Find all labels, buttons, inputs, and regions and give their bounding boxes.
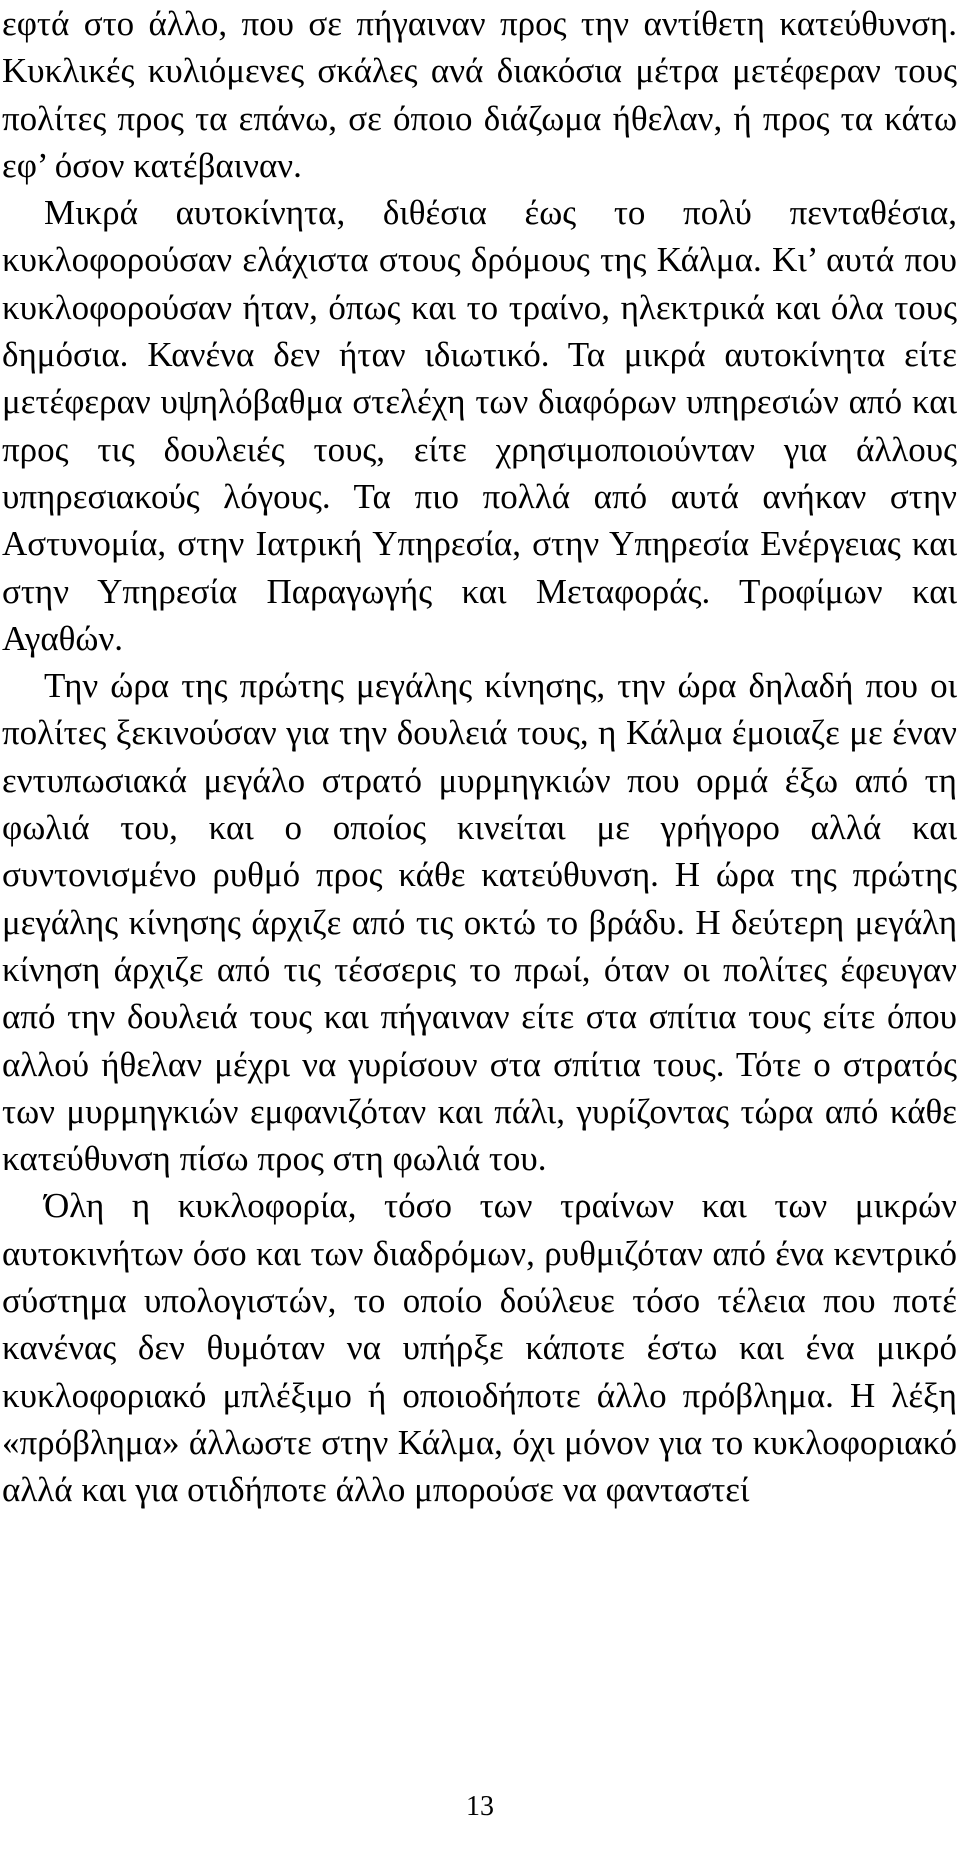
page-number: 13 — [466, 1791, 494, 1822]
paragraph-rush-hour: Την ώρα της πρώτης μεγάλης κίνησης, την ώρα δηλαδή που οι πολίτες ξεκινούσαν για την δουλειά τους, η Κάλμα έμοιαζε με έναν εντυπωσιακά μεγάλο στρατό μυρμηγκιών που ορμά έξω από τη φωλιά του, και ο οποίος κινείται με γρήγορο αλλά και συντονισμένο ρυθμό προς κάθε κατεύθυνση. Η ώρα της πρώτης μεγάλης κίνησης άρχιζε από τις οκτώ το βράδυ. Η δεύτερη μεγάλη κίνηση άρχιζε από τις τέσσερις το πρωί, όταν οι πολίτες έφευγαν από την δουλειά τους και πήγαιναν είτε στα σπίτια τους είτε όπου αλλού ήθελαν μέχρι να γυρίσουν στα σπίτια τους. Τότε ο στρατός των μυρμηγκιών εμφανιζόταν και πάλι, γυρίζοντας τώρα από κάθε κατεύθυνση πίσω προς στη φωλιά του. — [2, 666, 957, 1179]
paragraph-continuation: εφτά στο άλλο, που σε πήγαιναν προς την αντίθετη κατεύθυνση. Κυκλικές κυλιόμενες σκάλες ανά διακόσια μέτρα μετέφεραν τους πολίτες προς τα επάνω, σε όποιο διάζωμα ήθελαν, ή προς τα κάτω εφ’ όσον κατέβαιναν. — [2, 4, 957, 185]
paragraph-small-cars: Μικρά αυτοκίνητα, διθέσια έως το πολύ πενταθέσια, κυκλοφορούσαν ελάχιστα στους δρόμους της Κάλμα. Κι’ αυτά που κυκλοφορούσαν ήταν, όπως και το τραίνο, ηλεκτρικά και όλα τους δημόσια. Κανένα δεν ήταν ιδιωτικό. Τα μικρά αυτοκίνητα είτε μετέφεραν υψηλόβαθμα στελέχη των διαφόρων υπηρεσιών από και προς τις δουλειές τους, είτε χρησιμοποιούνταν για άλλους υπηρεσιακούς λόγους. Τα πιο πολλά από αυτά ανήκαν στην Αστυνομία, στην Ιατρική Υπηρεσία, στην Υπηρεσία Ενέργειας και στην Υπηρεσία Παραγωγής και Μεταφοράς. Τροφίμων και Αγαθών. — [2, 193, 957, 658]
paragraph-traffic-system: Όλη η κυκλοφορία, τόσο των τραίνων και των μικρών αυτοκινήτων όσο και των διαδρόμων, ρυθμιζόταν από ένα κεντρικό σύστημα υπολογιστών, το οποίο δούλευε τόσο τέλεια που ποτέ κανένας δεν θυμόταν να υπήρξε κάποτε έστω και ένα μικρό κυκλοφοριακό μπλέξιμο ή οποιοδήποτε άλλο πρόβλημα. Η λέξη «πρόβλημα» άλλωστε στην Κάλμα, όχι μόνον για το κυκλοφοριακό αλλά και για οτιδήποτε άλλο μπορούσε να φανταστεί — [2, 1186, 957, 1510]
body-text — [2, 0, 957, 1514]
